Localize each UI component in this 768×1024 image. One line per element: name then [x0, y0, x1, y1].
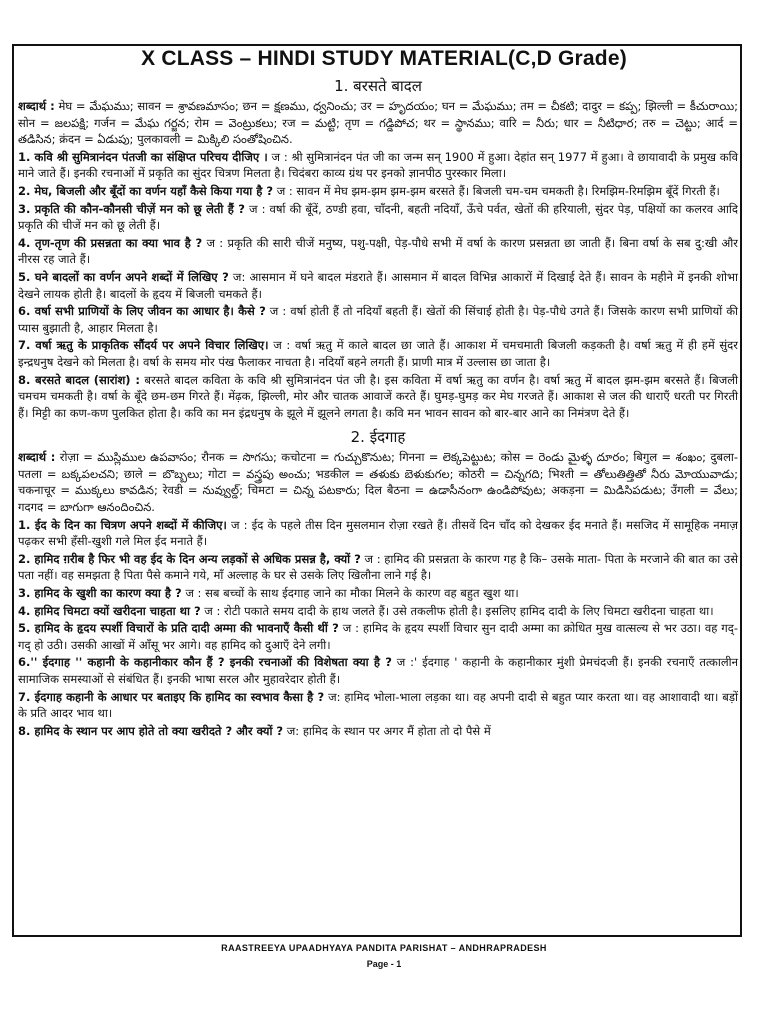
question: 3. हामिद के खुशी का कारण क्या है ?: [18, 586, 182, 601]
question: 8. बरसते बादल (सारांश) :: [18, 372, 140, 387]
question: 2. मेघ, बिजली और बूँदों का वर्णन यहाँ कैसे किया गया है ?: [18, 183, 274, 198]
question: 8. हामिद के स्थान पर आप होते तो क्या खरीदते ? और क्यों ?: [18, 723, 284, 738]
answer: ज : सावन में मेघ झम-झम झम-झम बरसते हैं। बिजली चम-चम चमकती है। रिमझिम-रिमझिम बूँदें गिरती हैं।: [273, 183, 720, 198]
qa-item: [18, 303, 738, 336]
question: 7. वर्षा ऋतु के प्राकृतिक सौंदर्य पर अपने विचार लिखिए।: [18, 338, 269, 353]
question: 4. तृण-तृण की प्रसन्नता का क्या भाव है ?: [18, 235, 203, 250]
answer: ज : वर्षा होती हैं तो नदियाँ बहती हैं। खेतों की सिंचाई होती है। पेड़-पौधे उगते हैं। जिसके कारण सभी प्राणियों की प्यास बुझाती है, आहार मिलता है।: [18, 304, 738, 335]
qa-item: [18, 620, 738, 653]
glossary: [18, 449, 738, 515]
qa-item: [18, 585, 738, 602]
lesson-heading: 2. ईदगाह: [350, 428, 406, 447]
qa-item: [18, 723, 738, 740]
qa-item: [18, 372, 738, 422]
glossary-text: मेघ = మేఘము; सावन = శ్రావణమాసం; छन = క్షణము, ధ్వనించు; उर = హృదయం; घन = మేఘము; तम = చీకటి; दादुर = కప్ప; झिल्ली = కీచురాయి; सोन = జలపక్షి; गर्जन = మేఘ గర్జన; रोम = వెంట్రుకలు; रज = మట్టి; तृण = గడ్డిపోచ; थर = స్థానము; वारि = నీరు; धार = నీటిధార; तरु = చెట్టు; आर्द = తడిసిన; क्रंदन = ఏడుపు; पुलकावली = మిక్కిలి సంతోషించిన.: [18, 99, 738, 147]
glossary-label: शब्दार्थ :: [18, 99, 55, 113]
qa-item: [18, 201, 738, 234]
qa-item: [18, 689, 738, 722]
answer: ज : श्री सुमित्रानंदन पंत जी का जन्म सन् 1900 में हुआ। देहांत सन् 1977 में हुआ। वे छायावादी के प्रमुख कवि माने जाते हैं। इनकी रचनाओं में प्रकृति का सुंदर चित्रण मिलता है। चिदंबरा काव्य ग्रंथ पर इनको ज्ञानपीठ पुरस्कार मिला।: [18, 149, 739, 181]
question: 4. हामिद चिमटा क्यों खरीदना चाहता था ?: [18, 603, 201, 618]
answer: ज: हामिद भोला-भाला लड़का था। वह अपनी दादी से बहुत प्यार करता था। वह आशावादी था। बड़ों के प्रति आदर भाव था।: [18, 689, 738, 721]
qa-item: [18, 149, 738, 182]
answer: ज : वर्षा ऋतु में काले बादल छा जाते हैं। आकाश में चमचमाती बिजली कड़कती है। वर्षा ऋतु में ही हमें सुंदर इन्द्रधनुष देखने को मिलता है। वर्षा के समय मोर पंख फैलाकर नाचता है। नदियाँ बहने लगती हैं। प्राणी मात्र में उल्लास छा जाता है।: [18, 338, 738, 369]
qa-item: [18, 517, 738, 550]
qa-item: [18, 603, 738, 620]
glossary-label: शब्दार्थ :: [18, 450, 56, 465]
answer: ज : वर्षा की बूँदें, ठण्डी हवा, चाँदनी, बहती नदियाँ, ऊँचे पर्वत, खेतों की हरियाली, सुंदर पेड़, पक्षियों का कलरव आदि प्रकृति की चीजें मन को छू लेती हैं।: [18, 201, 738, 233]
question: 2. हामिद ग़रीब है फिर भी वह ईद के दिन अन्य लड़कों से अधिक प्रसन्न है, क्यों ?: [18, 551, 361, 566]
answer: ज : रोटी पकाते समय दादी के हाथ जलते हैं। उसे तकलीफ होती है। इसलिए हामिद दादी के लिए चिमटा खरीदना चाहता था।: [200, 603, 714, 618]
lesson-heading: 1. बरसते बादल: [334, 77, 422, 95]
glossary-text: रोज़ा = ముస్లిముల ఉపవాసం; रौनक = సొగసు; कचोटना = గుచ్చుకొనుట; गिनना = లెక్కపెట్టుట; कोस = రెండు మైళ్ళ దూరం; बिगुल = శంఖం; दुबला-पतला = బక్కపలచని; छाले = బొబ్బలు; गोटा = వస్త్రపు అంచు; भडकील = తళుకు బెళుకుగల; कोठरी = చిన్నగది; भिश्ती = తోలుతిత్తితో నీరు మోయువాడు; चकनाचूर = ముక్కలు కావడిన; रेवडी = నువ్వుల్డ్; चिमटा = చిన్న పటకారు; दिल बैठना = ఉడాసీనంగా ఉండిపోవుట; अकड़ना = మిడిసిపడుట; उँगली = వేలు; गदगद = బాగుగా ఆనందించిన.: [18, 450, 738, 515]
question: 6. वर्षा सभी प्राणियों के लिए जीवन का आधार है। कैसे ?: [18, 304, 266, 319]
answer: ज : ईद के पहले तीस दिन मुसलमान रोज़ा रखते हैं। तीसवें दिन चाँद को देखकर ईद मनाते हैं। मसजिद में सामूहिक नमाज़ पढ़कर सभी हँसी-खुशी गले मिल ईद मनाते हैं।: [18, 517, 738, 549]
answer: ज :' ईदगाह ' कहानी के कहानीकार मुंशी प्रेमचंदजी हैं। इनकी रचनाएँ तत्कालीन सामाजिक समस्याओं से संबंधित हैं। इनकी भाषा सरल और मुहावरेदार होती हैं।: [18, 655, 739, 686]
qa-item: [18, 337, 738, 370]
question: 6.'' ईदगाह '' कहानी के कहानीकार कौन हैं ? इनकी रचनाओं की विशेषता क्या है ?: [18, 655, 392, 670]
question: 5. हामिद के हृदय स्पर्शी विचारों के प्रति दादी अम्मा की भावनाएँ कैसी थीं ?: [18, 621, 339, 636]
qa-item: [18, 183, 738, 200]
question: 1. ईद के दिन का चित्रण अपने शब्दों में कीजिए।: [18, 517, 227, 532]
glossary: [18, 98, 738, 148]
answer: ज: आसमान में घने बादल मंडराते हैं। आसमान में बादल विभिन्न आकारों में दिखाई देते हैं। सावन के महीने में इनकी शोभा देखने लायक होती है। बादलों के हृदय में बिजली चमकते हैं।: [18, 269, 738, 301]
document-title: X CLASS – HINDI STUDY MATERIAL(C,D Grade): [141, 47, 627, 70]
answer: ज : हामिद के हृदय स्पर्शी विचार सुन दादी अम्मा का क्रोधित मुख वात्सल्य से भर उठा। वह गद्-गद् हो उठी। उसकी आखों में आँसू भर आगे। वह हामिद को दुआएँ देने लगी।: [18, 621, 738, 652]
qa-item: [18, 654, 738, 687]
answer: बरसते बादल कविता के कवि श्री सुमित्रानंदन पंत जी है। इस कविता में वर्षा ऋतु का वर्णन है। वर्षा ऋतु में बादल झम-झम बरसते हैं। बिजली चमचम चमकती है। वर्षा के बूँदे छम-छम गिरते हैं। मेंढ़क, झिल्ली, मोर और चातक आवाजें करते हैं। घुमड़-घुमड़ कर मेघ गरजते हैं। आकाश से जल की धाराएँ धरती पर गिरती हैं। मिट्टी का कण-कण पुलकित होता है। कवि का मन इंद्रधनुष के झूले में झूलने लगता है। कवि मन भावन सावन को बार-बार आने का निमंत्रण देते हैं।: [18, 372, 739, 420]
answer: ज : प्रकृति की सारी चीजें मनुष्य, पशु-पक्षी, पेड़-पौधे सभी में वर्षा के कारण प्रसन्नता छा जाती हैं। बिना वर्षा के सब दु:खी और नीरस रह जाते हैं।: [18, 235, 738, 267]
page-number: Page - 1: [366, 959, 402, 969]
qa-item: [18, 235, 738, 268]
answer: ज : हामिद की प्रसन्नता के कारण गह है कि– उसके माता- पिता के मरजाने की बात का उसे पता नहीं। वह समझता है पिता पैसे कमाने गये, माँ अल्लाह के घर से उसके लिए खिलौना लाने गई है।: [18, 551, 738, 583]
qa-item: [18, 551, 738, 584]
document-body: [18, 76, 738, 740]
question: 1. कवि श्री सुमित्रानंदन पंतजी का संक्षिप्त परिचय दीजिए ।: [18, 149, 268, 164]
footer-organization: RAASTREEYA UPAADHYAYA PANDITA PARISHAT – ANDHRAPRADESH: [221, 943, 547, 953]
qa-item: [18, 269, 738, 302]
question: 7. ईदगाह कहानी के आधार पर बताइए कि हामिद का स्वभाव कैसा है ?: [18, 689, 325, 704]
answer: ज : सब बच्चों के साथ ईदगाह जाने का मौका मिलने के कारण वह बहुत खुश था।: [181, 586, 519, 601]
question: 3. प्रकृति की कौन-कौनसी चीज़ें मन को छू लेती हैं ?: [18, 201, 245, 216]
answer: ज: हामिद के स्थान पर अगर मैं होता तो दो पैसे में: [283, 723, 491, 738]
question: 5. घने बादलों का वर्णन अपने शब्दों में लिखिए ?: [18, 269, 229, 284]
